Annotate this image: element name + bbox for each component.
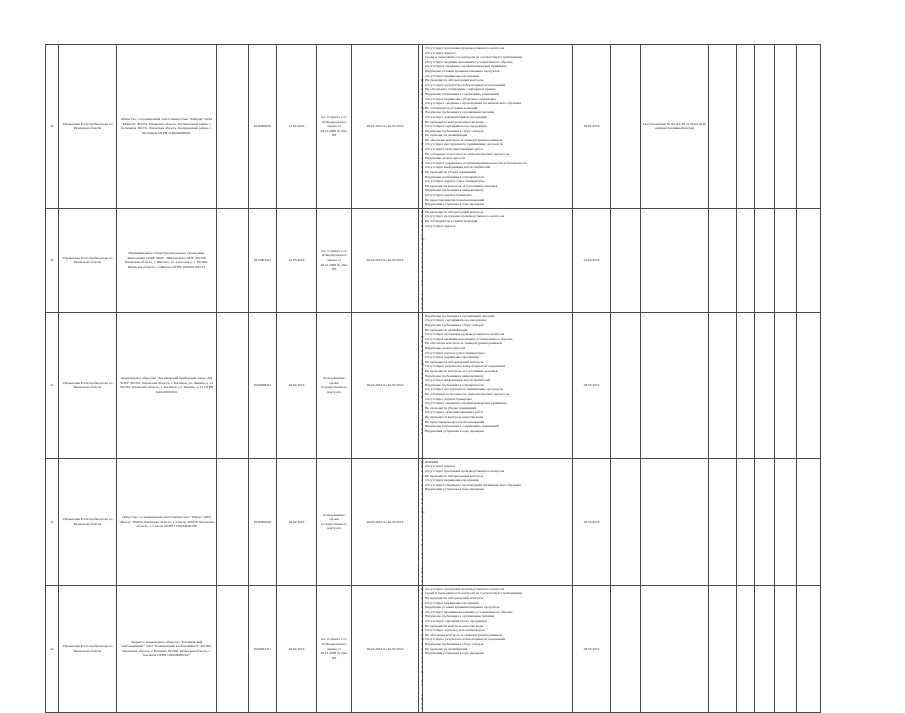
violation-line: Отсутствуют сведения о прохождении гигиенического обучения xyxy=(425,101,521,106)
violation-line: Отсутствуют результаты лабораторных исследований xyxy=(425,637,505,642)
inspection-date-text: 26.02.2016 xyxy=(288,646,305,651)
order-number-cell: Предписание № 111 от 26.03.2016 xyxy=(419,458,423,585)
violation-line: Нарушены требования к организации питания xyxy=(425,614,495,619)
empty-cell xyxy=(217,45,249,209)
table-body xyxy=(46,45,821,713)
violation-line: Сроки и периодичность контроля не соответствуют требованиям xyxy=(425,591,522,596)
violation-line: Отсутствует журнал xyxy=(425,464,456,469)
empty-cell xyxy=(709,312,737,458)
empty-cell xyxy=(709,208,737,312)
control-authority-cell xyxy=(59,208,117,312)
empty-cell xyxy=(797,585,821,712)
inspection-term-cell xyxy=(352,312,419,458)
violation-line: Отсутствует информация для потребителей xyxy=(425,378,491,383)
control-authority-text: Управление Роспотребнадзора по Рязанской области xyxy=(62,380,113,390)
empty-cell xyxy=(611,585,641,712)
control-authority-text: Управление Роспотребнадзора по Рязанской области xyxy=(62,121,113,131)
violation-line: Отсутствует журнал xyxy=(425,50,456,55)
control-authority-cell xyxy=(59,585,117,712)
violation-line: Не проводится лабораторный контроль xyxy=(425,473,484,478)
inspection-basis-cell xyxy=(317,458,352,585)
empty-cell xyxy=(737,458,755,585)
table-row xyxy=(46,45,821,209)
inspection-basis-text: Распоряжение органа государственного контроля xyxy=(320,376,348,394)
inn-text: 6220006942 xyxy=(253,519,272,524)
row-number-cell xyxy=(46,585,59,712)
violation-line: Не обеспечен контроль за температурным режимом xyxy=(425,341,503,346)
inspection-date-text: 24.03.2016 xyxy=(288,258,305,263)
control-authority-cell xyxy=(59,312,117,458)
violation-line: Нарушены требования к организации питания xyxy=(425,313,495,318)
inspection-date-text: 13.02.2016 xyxy=(288,124,305,129)
table-row xyxy=(46,458,821,585)
empty-cell xyxy=(737,585,755,712)
inspection-date-text: 26.02.2016 xyxy=(288,519,305,524)
measures-taken-text: Постановление № 83, 84, 85 от 26.02.2016 административный штраф xyxy=(643,121,706,131)
violation-line: Отсутствует программа производственного контроля xyxy=(425,46,505,50)
issued-date-text: 28.03.2016 xyxy=(583,646,600,651)
empty-cell xyxy=(709,585,737,712)
inspection-term-cell xyxy=(352,585,419,712)
issued-date-text: 26.03.2016 xyxy=(583,519,600,524)
violation-line: Отсутствуют сертификаты на продукцию xyxy=(425,619,487,624)
empty-cell xyxy=(217,208,249,312)
inspection-date-cell xyxy=(277,45,317,209)
violation-line: Нарушены требования к сбору отходов xyxy=(425,128,484,133)
violation-line: Нарушены условия хранения пищевых продуктов xyxy=(425,605,500,610)
violation-line: Не проводится лабораторный контроль xyxy=(425,78,484,83)
empty-cell xyxy=(709,458,737,585)
inspected-organization-text: Общество с ограниченной ответственностью "Ринор" ООО "Ринор" 391050, Рязанская область, г. Спасск 391050, Рязанская область, г. Спасск ОГРН 1156234000108 xyxy=(119,514,214,529)
violation-line: Не проводится дезинфекция xyxy=(425,646,468,651)
inspection-basis-text: Распоряжение органа государственного контроля xyxy=(320,512,348,531)
violation-line: Не проводится контроль качества воды xyxy=(425,119,484,124)
violation-line: Не обеспечен контроль за температурным режимом xyxy=(425,137,503,142)
control-authority-cell xyxy=(59,45,117,209)
inn-cell xyxy=(249,45,277,209)
violation-line: Отсутствует маркировка продукции xyxy=(425,73,479,78)
control-authority-text: Управление Роспотребнадзора по Рязанской области xyxy=(62,255,113,265)
empty-cell xyxy=(737,312,755,458)
violation-line: Отсутствует журнал учета температуры xyxy=(425,628,485,633)
measures-taken-cell xyxy=(641,312,709,458)
inspection-term-text: 26.02.2016 по 24.03.2016 xyxy=(366,258,404,263)
violation-line: НОРМЫ xyxy=(425,459,439,464)
inspection-date-text: 26.02.2016 xyxy=(288,383,305,388)
violation-line: Нарушены условия хранения пищевых продуктов xyxy=(425,68,500,73)
inspection-term-cell xyxy=(352,458,419,585)
violation-line: Отсутствует маркировка продукции xyxy=(425,600,479,605)
violation-line: Отсутствуют сведения о профилактических прививках xyxy=(425,64,507,69)
inspection-date-cell xyxy=(277,585,317,712)
issued-date-cell xyxy=(573,312,611,458)
violation-line: Отсутствует медицинская книжка установленного образца xyxy=(425,336,513,341)
violation-line: Не проводится контроль за состоянием здоровья xyxy=(425,368,498,373)
violation-line: Отсутствует информация для потребителей xyxy=(425,165,491,170)
row-number-cell xyxy=(46,458,59,585)
inspected-organization-cell xyxy=(117,208,217,312)
inspection-term-text: 26.02.2016 по 24.03.2016 xyxy=(366,646,404,651)
violation-line: Нарушены требования к освещенности xyxy=(425,174,484,179)
violation-line: Отсутствует медицинская книжка установленного образца xyxy=(425,59,513,64)
inspection-term-cell xyxy=(352,208,419,312)
violation-line: Сроки и периодичность контроля не соответствуют требованиям xyxy=(425,55,522,60)
issued-date-cell xyxy=(573,45,611,209)
inspection-register-table xyxy=(45,44,821,713)
violation-line: Нарушены требования к микроклимату xyxy=(425,188,484,193)
violation-line: Не проводится лабораторный контроль xyxy=(425,209,484,214)
violation-line: Отсутствует программа производственного контроля xyxy=(425,214,505,219)
inspection-basis-cell xyxy=(317,312,352,458)
empty-cell xyxy=(611,208,641,312)
inspection-term-text: 26.02.2016 по 24.03.2016 xyxy=(366,383,404,388)
order-number-cell: Предписание № 122 от 29.03.2016 xyxy=(419,585,423,712)
empty-cell xyxy=(797,45,821,209)
inn-text: 6213003412 xyxy=(253,258,272,263)
violation-line: Не проводится контроль качества воды xyxy=(425,623,484,628)
order-number-cell: Приказ № 114 от 25.03.2016 xyxy=(419,208,423,312)
violation-line: Нарушены требования к сбору отходов xyxy=(425,323,484,328)
empty-cell xyxy=(797,312,821,458)
inspection-basis-text: п.п. 9 пункта 2 ст. 10 Федерального закона от 26.12.2008 № 294-ФЗ xyxy=(320,637,348,660)
violation-line: Отсутствует документация на продукцию xyxy=(425,114,488,119)
violations-list-cell xyxy=(423,312,573,458)
empty-cell xyxy=(775,45,797,209)
violation-line: Отсутствуют сведения о прохождении гигиенического обучения xyxy=(425,482,521,487)
violation-line: Нарушены требования к организации питания xyxy=(425,110,495,115)
violation-line: Не проводится лабораторный контроль xyxy=(425,359,484,364)
issued-date-cell xyxy=(573,585,611,712)
violation-line: Нарушены требования к микроклимату xyxy=(425,373,484,378)
violation-line: Отсутствует маркировка продукции xyxy=(425,478,479,483)
inn-cell xyxy=(249,458,277,585)
violation-line: Не проводится дезинфекция xyxy=(425,133,468,138)
issued-date-text: 28.03.2016 xyxy=(583,383,600,388)
empty-cell xyxy=(217,458,249,585)
order-number-cell: Приказ № 83 от 25.02.2016 xyxy=(419,45,423,209)
row-number-cell xyxy=(46,45,59,209)
violation-line: Отсутствуют акты выполненных работ xyxy=(425,147,484,152)
inn-cell xyxy=(249,208,277,312)
inspection-term-cell xyxy=(352,45,419,209)
empty-cell xyxy=(797,208,821,312)
inspected-organization-text: Закрытое акционерное общество "Касимовский хлебокомбинат" ЗАО "Касимовский хлебокомбинат" 391300, Рязанская область, г. Касимов 391300, Рязанская область, г. Касимов ОГРН 1026200861927 xyxy=(121,639,212,658)
inspected-organization-cell xyxy=(117,585,217,712)
inspection-date-cell xyxy=(277,312,317,458)
empty-cell xyxy=(611,45,641,209)
violation-line: Отсутствуют результаты лабораторных исследований xyxy=(425,82,505,87)
inspected-organization-cell xyxy=(117,45,217,209)
inspected-organization-text: Муниципальное общеобразовательное учреждение "Шиловская СОШ" МОУ "Шиловская СОШ" 391500, Рязанская область, г. Шилово, ул. Спасская д. 1 391500, Рязанская область, г. Шилово ОГРН 1026201100713 xyxy=(125,251,208,269)
issued-date-cell xyxy=(573,458,611,585)
empty-cell xyxy=(755,585,775,712)
empty-cell xyxy=(737,45,755,209)
violation-line: Нарушены требования к освещенности xyxy=(425,382,484,387)
row-number-text: 42 xyxy=(50,646,54,651)
inspected-organization-text: Общество с ограниченной ответственностью "Майдан" ООО "Майдан" 391351, Рязанская область, Касимовский район, с. Кочемары 391351, Рязанская область, Касимовский район, с. Кочемары ОГРН 1146226000281 xyxy=(120,117,213,135)
table-row xyxy=(46,312,821,458)
control-authority-text: Управление Роспотребнадзора по Рязанской области xyxy=(62,517,113,526)
violations-list-cell xyxy=(423,45,573,209)
inspection-basis-text: п.п. 9 пункта 2 ст. 10 Федерального закона от 26.12.2008 № 294-ФЗ xyxy=(320,248,348,272)
inspection-date-cell xyxy=(277,458,317,585)
violation-line: Отсутствуют сертификаты на продукцию xyxy=(425,124,487,129)
inn-text: 6226001311 xyxy=(253,646,272,651)
row-number-text: 41 xyxy=(50,383,54,388)
violation-line: Не проводится уборка помещений xyxy=(425,405,477,410)
violation-line: Отсутствует маркировка продукции xyxy=(425,355,479,360)
violation-line: Нарушения устранены в ходе проверки xyxy=(425,202,484,207)
measures-taken-cell xyxy=(641,585,709,712)
violation-line: Нарушения устранены в ходе проверки xyxy=(425,428,484,433)
violation-line: Нарушены требования к содержанию помещений xyxy=(425,91,499,96)
table-row xyxy=(46,585,821,712)
inspection-term-text: 26.01.2016 по 24.02.2016 xyxy=(366,124,404,129)
inspection-date-cell xyxy=(277,208,317,312)
issued-date-text: 26.02.2016 xyxy=(583,124,600,129)
empty-cell xyxy=(611,312,641,458)
inn-cell xyxy=(249,312,277,458)
row-number-text: 40 xyxy=(50,258,54,263)
violation-line: Не проводится контроль за состоянием здоровья xyxy=(425,183,498,188)
violations-list-cell xyxy=(423,208,573,312)
violation-line: Отсутствует медицинская книжка установленного образца xyxy=(425,609,513,614)
empty-cell xyxy=(775,458,797,585)
violation-line: Не представлены протоколы измерений xyxy=(425,197,485,202)
empty-cell xyxy=(217,312,249,458)
row-number-text: 40 xyxy=(50,124,54,129)
empty-cell xyxy=(737,208,755,312)
violation-line: Не обеспечен контроль за температурным режимом xyxy=(425,632,503,637)
row-number-cell xyxy=(46,312,59,458)
violation-line: Отсутствует программа производственного контроля xyxy=(425,332,505,337)
violation-line: Отсутствуют результаты лабораторных исследований xyxy=(425,364,505,369)
measures-taken-cell xyxy=(641,208,709,312)
inspected-organization-cell xyxy=(117,458,217,585)
inspection-basis-cell xyxy=(317,208,352,312)
violation-line: Нарушения устранены в ходе проверки xyxy=(425,487,484,492)
empty-cell xyxy=(755,208,775,312)
inspected-organization-cell xyxy=(117,312,217,458)
measures-taken-cell xyxy=(641,45,709,209)
empty-cell xyxy=(709,45,737,209)
violation-line: Не представлены протоколы измерений xyxy=(425,419,485,424)
inn-text: 6226009411 xyxy=(253,383,272,388)
measures-taken-cell xyxy=(641,458,709,585)
violation-line: Нарушены требования к сбору отходов xyxy=(425,642,484,646)
violation-line: Не проводится уборка помещений xyxy=(425,170,477,175)
violation-line: Отсутствует журнал xyxy=(425,223,456,228)
violation-line: Отсутствуют документы, подтверждающие качество и безопасность xyxy=(425,160,527,165)
violation-line: Отсутствует журнал бракеража xyxy=(425,193,472,197)
violation-line: Не соблюдаются условия хранения xyxy=(425,105,478,110)
violations-list-cell xyxy=(423,585,573,712)
row-number-cell xyxy=(46,208,59,312)
violation-line: Не соблюдается поточность технологических процессов xyxy=(425,391,510,396)
violation-line: Не обеспечено соблюдение санитарных правил xyxy=(425,87,496,92)
violation-line: Нарушения устранены в ходе проверки xyxy=(425,651,484,656)
violation-line: Не проводится лабораторный контроль xyxy=(425,596,484,601)
violation-line: Отсутствует журнал бракеража xyxy=(425,396,472,401)
violation-line: Отсутствует журнал учета температуры xyxy=(425,350,485,355)
inspected-organization-text: Акционерное общество "Касимовский приборный завод" АО "КПЗ" 391301, Рязанская область, г. Касимов, ул. Ленина, д. 21 391301, Рязанская область, г. Касимов, ул. Ленина, д. 21 ОГРН 1146226000321 xyxy=(119,376,214,394)
inspection-term-text: 26.02.2016 по 24.03.2016 xyxy=(366,519,404,524)
empty-cell xyxy=(755,458,775,585)
order-number-cell: Приказ № 109 от 26.03.2016 xyxy=(419,312,423,458)
empty-cell xyxy=(797,458,821,585)
empty-cell xyxy=(775,208,797,312)
violation-line: Отсутствует программа производственного контроля xyxy=(425,469,505,474)
inn-cell xyxy=(249,585,277,712)
violation-line: Отсутствует программа производственного контроля xyxy=(425,586,505,591)
inspection-basis-cell xyxy=(317,45,352,209)
violation-line: Отсутствуют акты выполненных работ xyxy=(425,410,484,415)
violation-line: Не соблюдается поточность технологических процессов xyxy=(425,151,510,156)
violation-line: Отсутствует маркировка уборочного инвентаря xyxy=(425,96,496,101)
row-number-text: 41 xyxy=(50,519,54,524)
violation-line: Отсутствуют сведения о профилактических прививках xyxy=(425,401,507,406)
violation-line: Не соблюдаются условия хранения xyxy=(425,218,478,223)
issued-date-text: 24.03.2016 xyxy=(583,258,600,263)
violation-line: Нарушены сроки годности xyxy=(425,346,465,350)
empty-cell xyxy=(611,458,641,585)
violation-line: Нарушены требования к содержанию помещений xyxy=(425,424,499,429)
empty-cell xyxy=(217,585,249,712)
inn-text: 6226009032 xyxy=(253,124,272,129)
issued-date-cell xyxy=(573,208,611,312)
violation-line: Нарушены сроки годности xyxy=(425,156,465,161)
empty-cell xyxy=(775,585,797,712)
violation-line: Отсутствует инструкция по применению дезсредств xyxy=(425,387,503,392)
violation-line: Не проводится дезинфекция xyxy=(425,327,468,332)
inspection-basis-cell xyxy=(317,585,352,712)
violations-list-cell xyxy=(423,458,573,585)
violation-line: Отсутствует журнал учета температуры xyxy=(425,179,485,184)
violation-line: Отсутствуют сертификаты на продукцию xyxy=(425,318,487,323)
inspection-basis-text: п.п. 9 пункта 2 ст. 10 Федерального закона от 26.12.2008 № 294-ФЗ xyxy=(320,114,348,138)
table-row xyxy=(46,208,821,312)
violation-line: Не проводится контроль качества воды xyxy=(425,414,484,419)
control-authority-text: Управление Роспотребнадзора по Рязанской области xyxy=(62,644,113,653)
control-authority-cell xyxy=(59,458,117,585)
empty-cell xyxy=(755,312,775,458)
violation-line: Отсутствует инструкция по применению дезсредств xyxy=(425,142,503,147)
empty-cell xyxy=(755,45,775,209)
empty-cell xyxy=(775,312,797,458)
